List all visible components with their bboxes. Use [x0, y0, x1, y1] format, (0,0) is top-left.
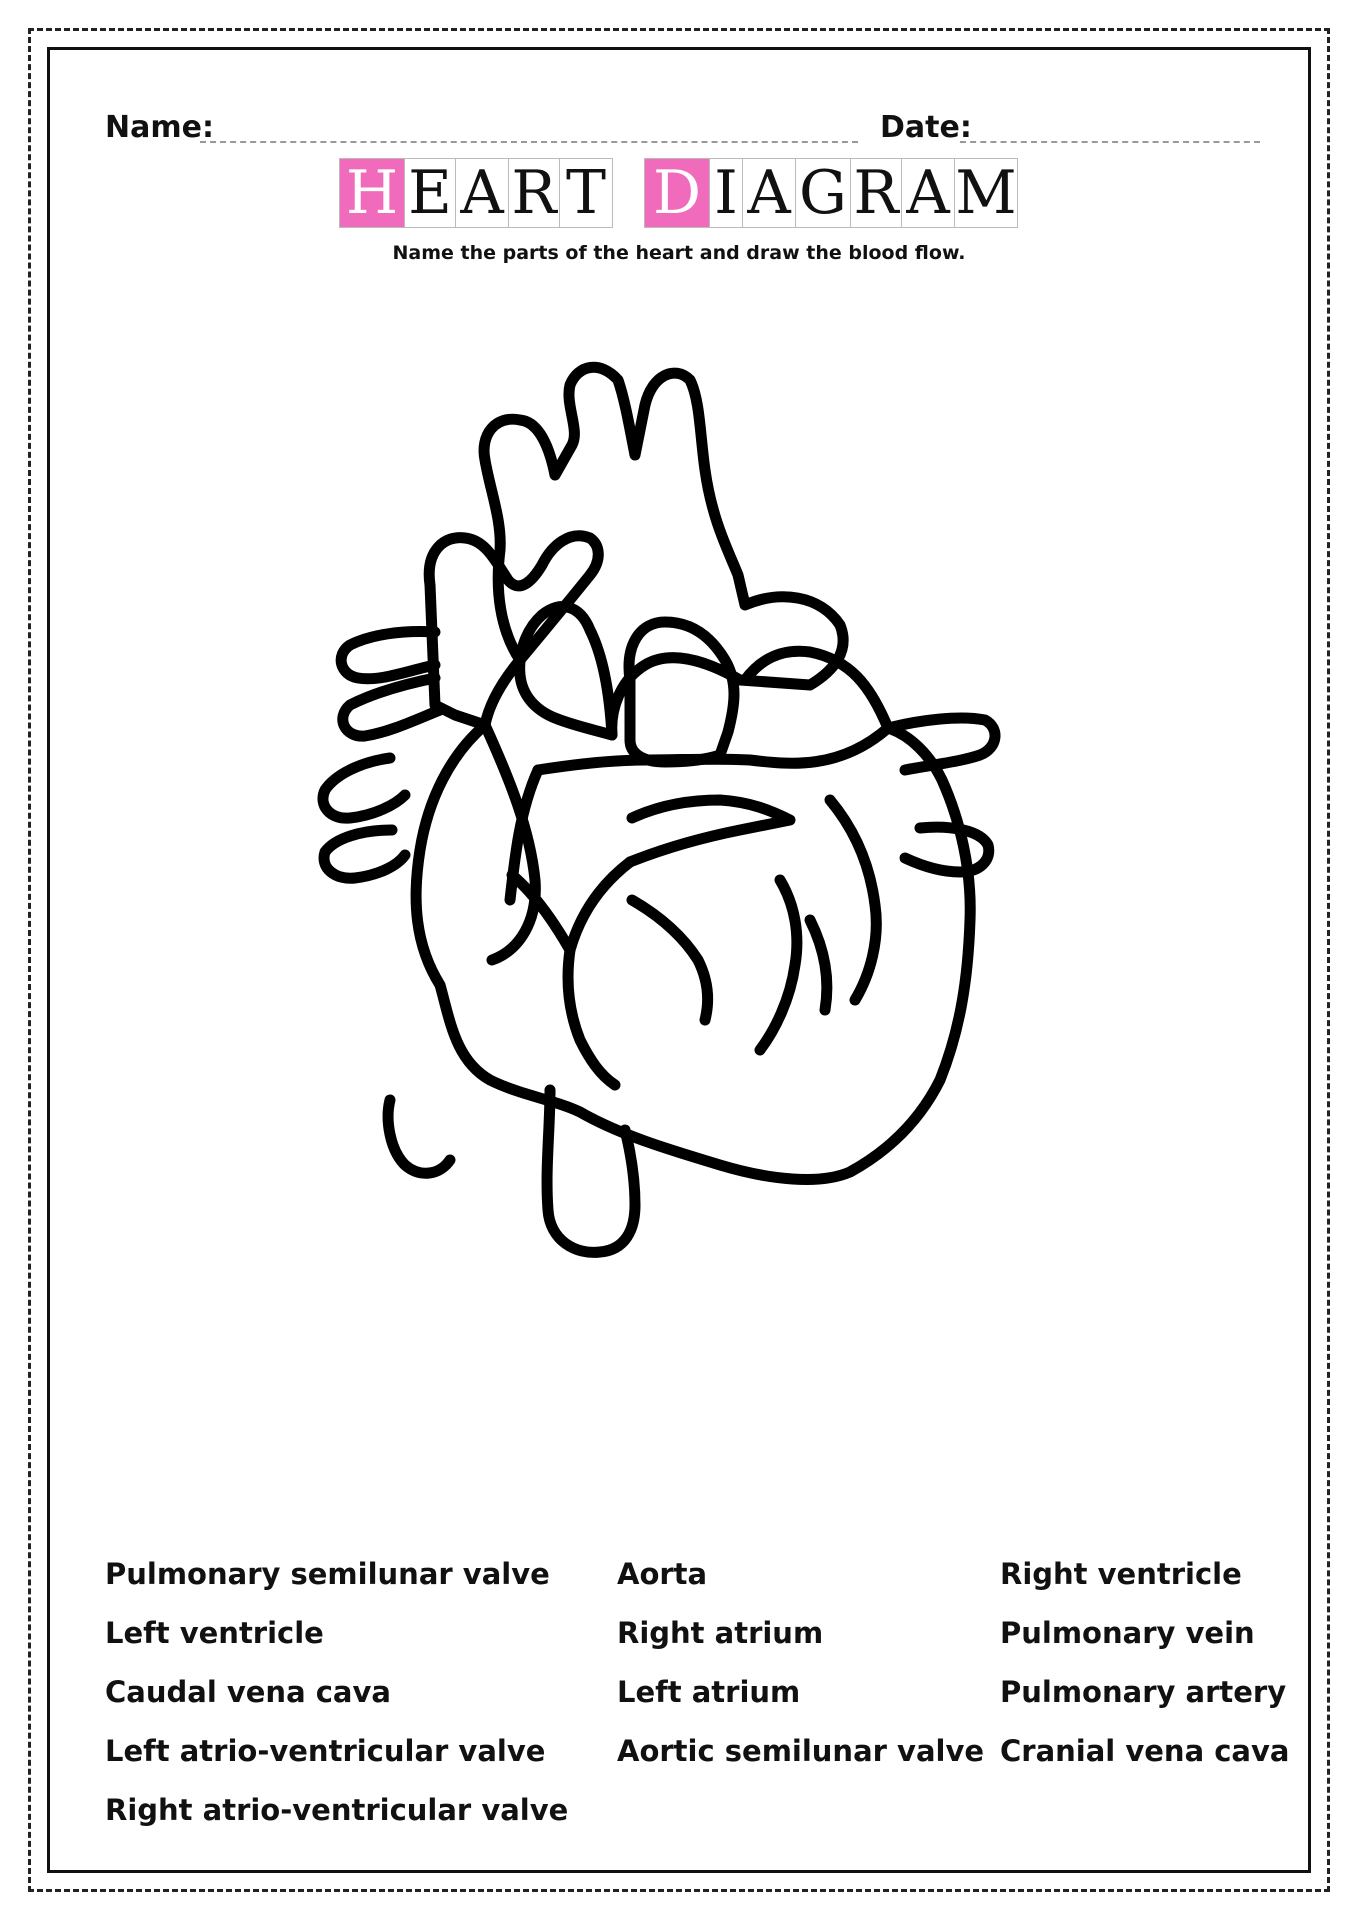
term-label: Aortic semilunar valve — [617, 1734, 985, 1768]
term-label: Left atrium — [617, 1675, 801, 1709]
term-label: Right ventricle — [1000, 1557, 1242, 1591]
terms-column-2 — [617, 1545, 984, 1781]
title-letter: A — [455, 158, 509, 228]
terms-column-3 — [1000, 1545, 1289, 1781]
date-input-line[interactable] — [960, 141, 1260, 143]
term-label: Aorta — [617, 1557, 708, 1591]
title-letter: G — [795, 158, 851, 228]
title-letter: E — [404, 158, 456, 228]
title-letter: H — [339, 158, 405, 228]
term-label: Left atrio-ventricular valve — [105, 1734, 546, 1768]
term-label: Pulmonary semilunar valve — [105, 1557, 550, 1591]
name-input-line[interactable] — [200, 141, 858, 143]
title-letter: T — [559, 158, 613, 228]
title-letter: M — [955, 158, 1017, 228]
date-label: Date: — [880, 110, 972, 145]
title-letter: D — [644, 158, 710, 228]
title-letter: A — [901, 158, 955, 228]
term-label: Pulmonary vein — [1000, 1616, 1255, 1650]
term-label: Right atrio-ventricular valve — [105, 1793, 569, 1827]
title-letter: I — [709, 158, 743, 228]
title-letter: R — [508, 158, 560, 228]
terms-column-1 — [105, 1545, 568, 1840]
term-label: Pulmonary artery — [1000, 1675, 1287, 1709]
name-label: Name: — [105, 110, 214, 145]
term-label: Left ventricle — [105, 1616, 324, 1650]
title-letter: R — [850, 158, 902, 228]
title-letter: A — [742, 158, 796, 228]
heart-outline-illustration — [280, 360, 1080, 1430]
term-label: Right atrium — [617, 1616, 824, 1650]
page-title — [340, 158, 1020, 230]
term-label: Caudal vena cava — [105, 1675, 391, 1709]
term-label: Cranial vena cava — [1000, 1734, 1290, 1768]
instructions-text: Name the parts of the heart and draw the blood flow. — [392, 242, 966, 264]
